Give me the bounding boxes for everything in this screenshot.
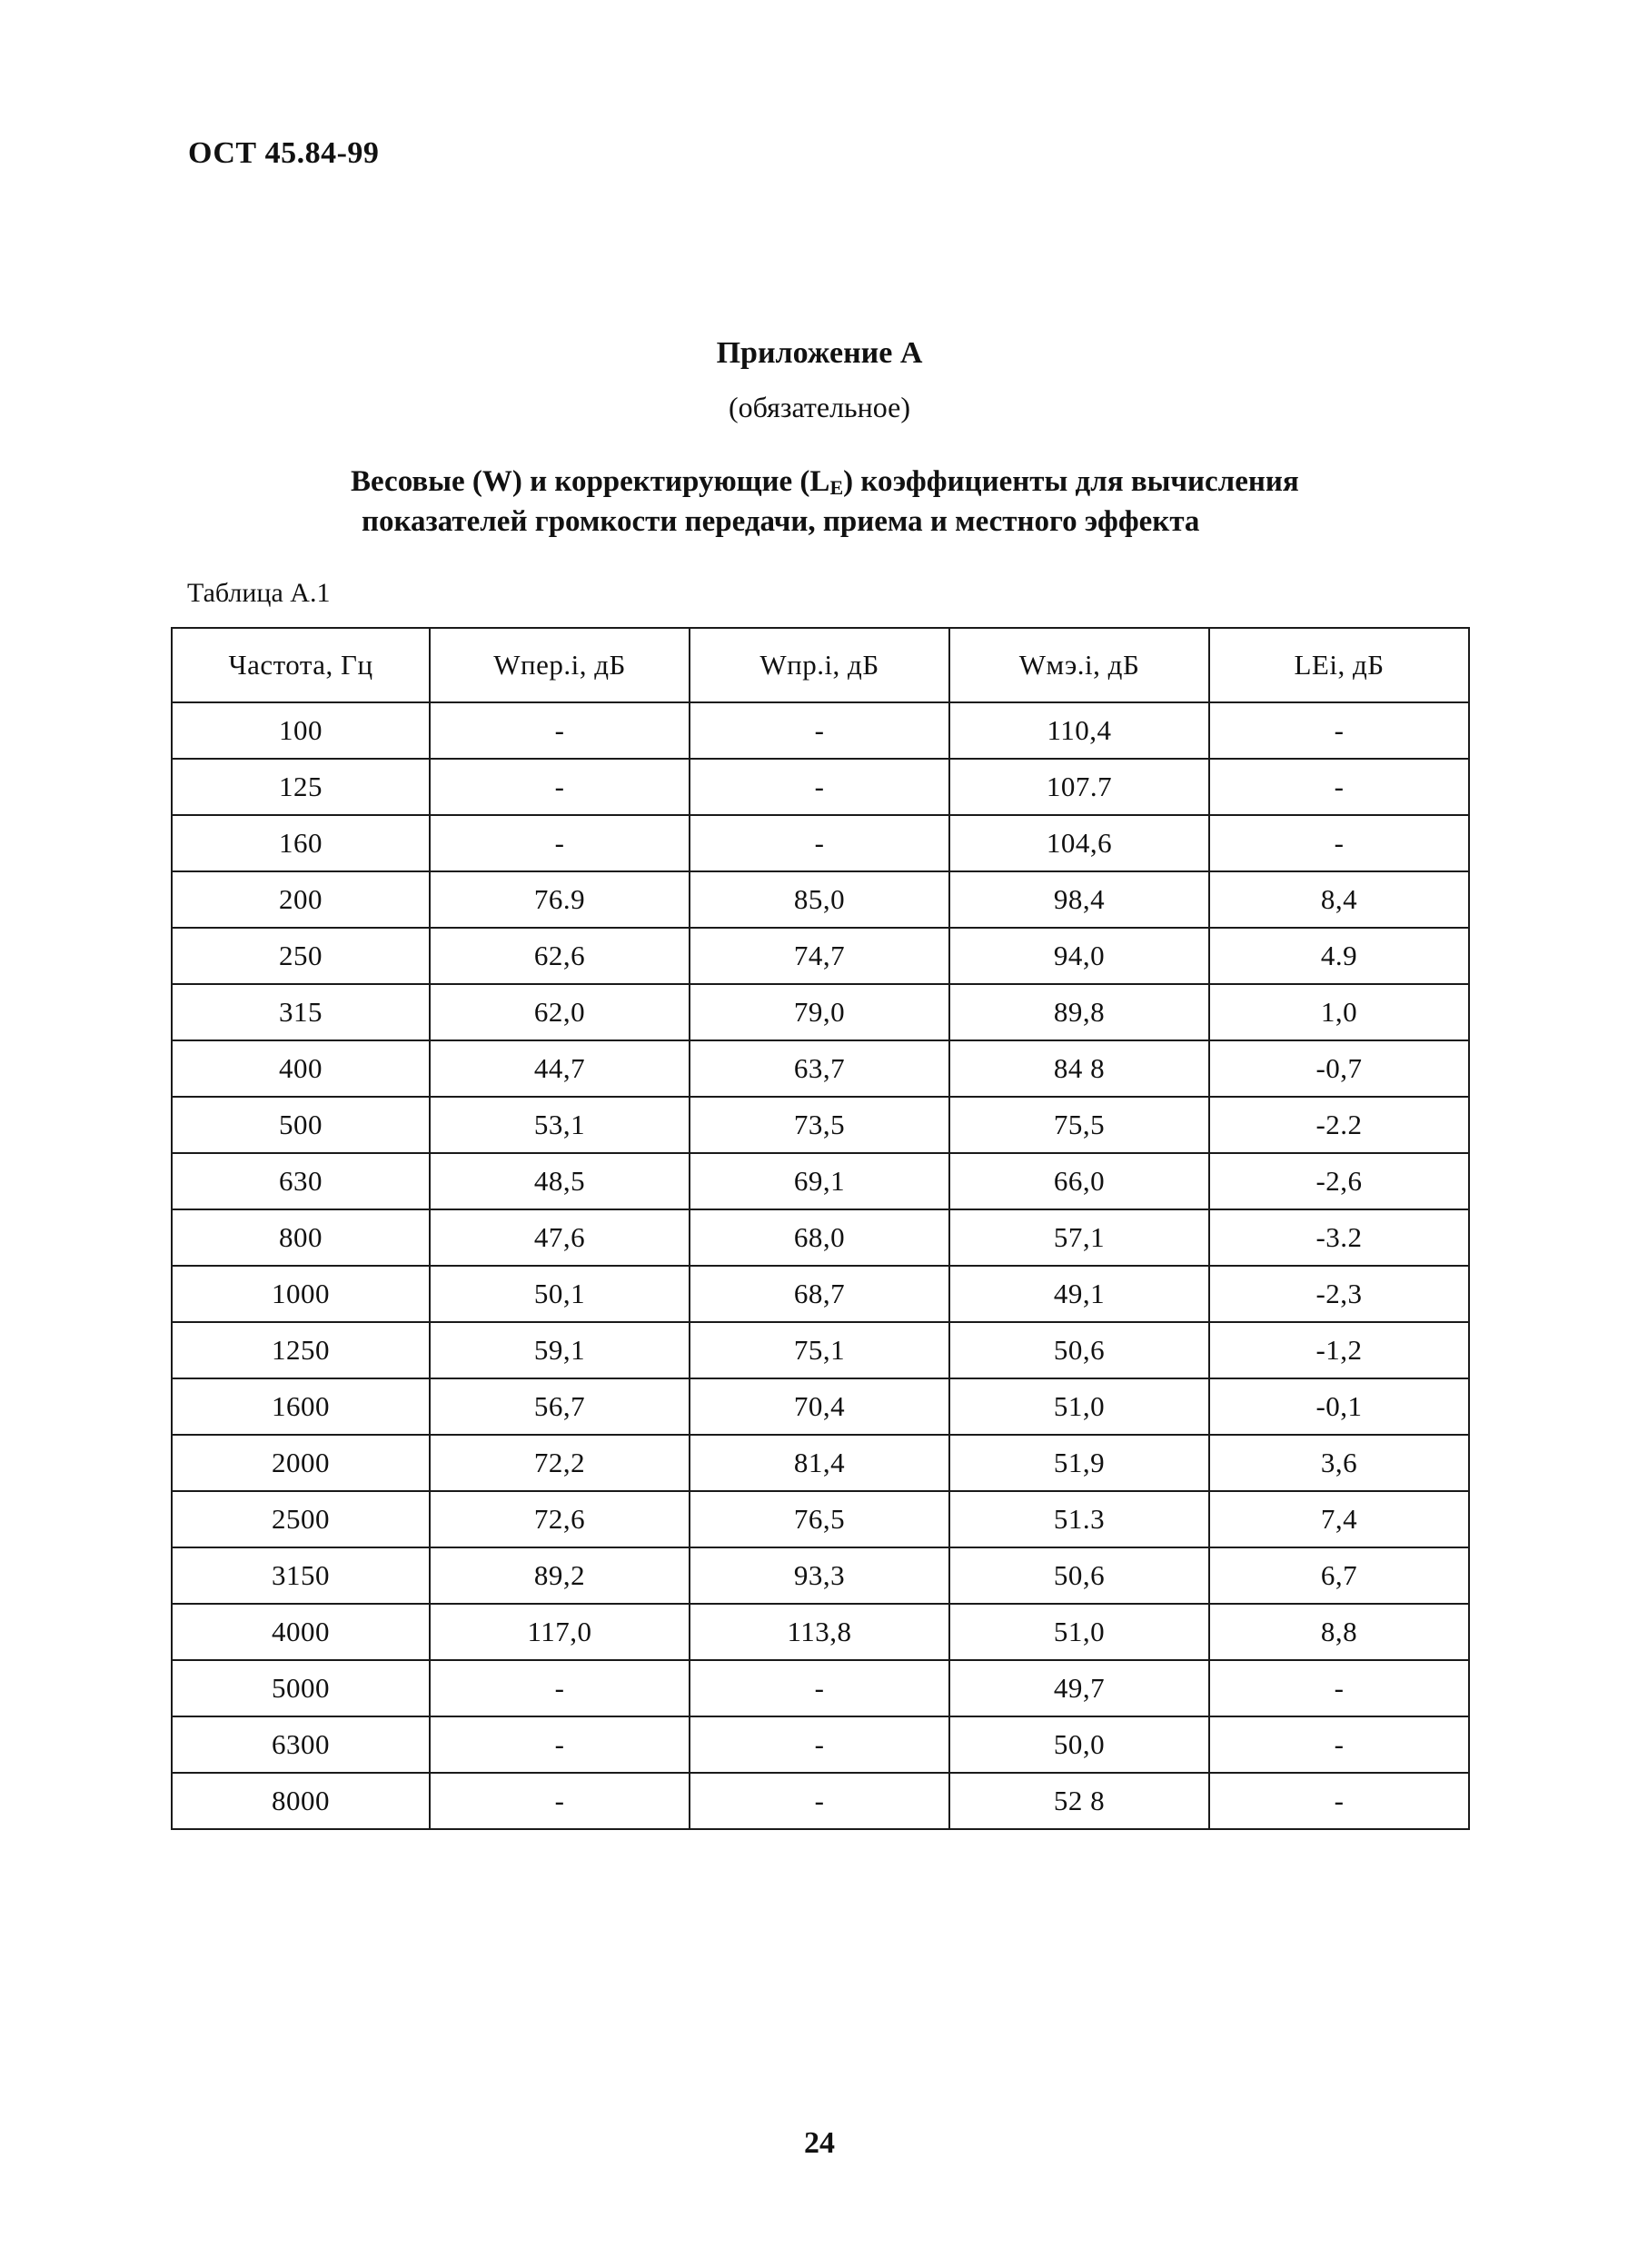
table-cell: 59,1	[430, 1322, 690, 1378]
table-cell: 85,0	[690, 871, 949, 928]
table-cell: 50,0	[949, 1716, 1209, 1773]
table-cell: -	[1209, 759, 1469, 815]
table-cell: 50,6	[949, 1547, 1209, 1604]
table-cell: 89,8	[949, 984, 1209, 1040]
table-cell: 44,7	[430, 1040, 690, 1097]
table-cell: 48,5	[430, 1153, 690, 1209]
table-cell: 5000	[172, 1660, 430, 1716]
table-cell: 51,0	[949, 1378, 1209, 1435]
table-cell: -	[690, 1716, 949, 1773]
table-row	[172, 1266, 1469, 1322]
table-cell: 400	[172, 1040, 430, 1097]
table-cell: 8,8	[1209, 1604, 1469, 1660]
table-cell: 68,0	[690, 1209, 949, 1266]
document-code: ОСТ 45.84-99	[188, 136, 380, 170]
table-row	[172, 1322, 1469, 1378]
table-cell: 51,0	[949, 1604, 1209, 1660]
table-row	[172, 1435, 1469, 1491]
table-cell: 250	[172, 928, 430, 984]
table-row	[172, 1547, 1469, 1604]
table-header-row	[172, 628, 1469, 702]
table-cell: 7,4	[1209, 1491, 1469, 1547]
table-cell: 81,4	[690, 1435, 949, 1491]
coefficients-table	[171, 627, 1470, 1830]
table-caption-line-2: показателей громкости передачи, приема и местного эффекта	[362, 505, 1200, 538]
column-header: Частота, Гц	[172, 628, 430, 702]
table-cell: 74,7	[690, 928, 949, 984]
table-cell: 72,2	[430, 1435, 690, 1491]
table-row	[172, 1491, 1469, 1547]
table-cell: 3,6	[1209, 1435, 1469, 1491]
table-row	[172, 702, 1469, 759]
table-cell: 2000	[172, 1435, 430, 1491]
table-cell: -	[430, 1660, 690, 1716]
caption-text-part-1: Весовые (W) и корректирующие (L	[351, 465, 830, 498]
table-row	[172, 815, 1469, 871]
table-row	[172, 1040, 1469, 1097]
table-cell: 107.7	[949, 759, 1209, 815]
table-cell: -2.2	[1209, 1097, 1469, 1153]
table-cell: 62,0	[430, 984, 690, 1040]
table-cell: -	[1209, 1773, 1469, 1829]
appendix-status: (обязательное)	[729, 391, 910, 423]
table-caption-line-1	[351, 465, 1299, 500]
table-cell: 3150	[172, 1547, 430, 1604]
table-row	[172, 1773, 1469, 1829]
table-cell: 2500	[172, 1491, 430, 1547]
table-row	[172, 1209, 1469, 1266]
table-cell: 75,5	[949, 1097, 1209, 1153]
table-cell: 47,6	[430, 1209, 690, 1266]
table-cell: 76,5	[690, 1491, 949, 1547]
table-cell: 51,9	[949, 1435, 1209, 1491]
table-cell: 8,4	[1209, 871, 1469, 928]
table-cell: 94,0	[949, 928, 1209, 984]
table-row	[172, 1097, 1469, 1153]
table-cell: 98,4	[949, 871, 1209, 928]
table-cell: 1250	[172, 1322, 430, 1378]
table-cell: 53,1	[430, 1097, 690, 1153]
table-cell: 630	[172, 1153, 430, 1209]
table-cell: -	[690, 815, 949, 871]
table-cell: 4000	[172, 1604, 430, 1660]
table-cell: 1600	[172, 1378, 430, 1435]
table-row	[172, 1378, 1469, 1435]
table-cell: 56,7	[430, 1378, 690, 1435]
table-cell: -	[430, 759, 690, 815]
table-cell: -	[1209, 702, 1469, 759]
appendix-title: Приложение А	[716, 336, 923, 370]
table-row	[172, 1660, 1469, 1716]
table-cell: -3.2	[1209, 1209, 1469, 1266]
table-cell: 200	[172, 871, 430, 928]
table-cell: -	[1209, 1716, 1469, 1773]
table-cell: 69,1	[690, 1153, 949, 1209]
table-row	[172, 928, 1469, 984]
table-cell: 79,0	[690, 984, 949, 1040]
caption-subscript: E	[829, 476, 844, 499]
table-cell: 57,1	[949, 1209, 1209, 1266]
table-cell: 72,6	[430, 1491, 690, 1547]
table-cell: -	[430, 1773, 690, 1829]
table-cell: 76.9	[430, 871, 690, 928]
table-cell: -	[690, 759, 949, 815]
table-cell: -1,2	[1209, 1322, 1469, 1378]
table-cell: 89,2	[430, 1547, 690, 1604]
column-header: LEi, дБ	[1209, 628, 1469, 702]
column-header: Wпр.i, дБ	[690, 628, 949, 702]
table-cell: 66,0	[949, 1153, 1209, 1209]
caption-text-part-2: ) коэффициенты для вычисления	[843, 465, 1299, 498]
table-cell: 800	[172, 1209, 430, 1266]
table-cell: 75,1	[690, 1322, 949, 1378]
table-cell: 315	[172, 984, 430, 1040]
table-cell: 68,7	[690, 1266, 949, 1322]
table-cell: 70,4	[690, 1378, 949, 1435]
table-cell: 50,6	[949, 1322, 1209, 1378]
table-cell: 84 8	[949, 1040, 1209, 1097]
table-cell: -	[1209, 1660, 1469, 1716]
table-cell: 73,5	[690, 1097, 949, 1153]
table-row	[172, 871, 1469, 928]
table-cell: -	[690, 702, 949, 759]
table-cell: 100	[172, 702, 430, 759]
table-cell: -	[1209, 815, 1469, 871]
table-cell: 51.3	[949, 1491, 1209, 1547]
table-cell: 93,3	[690, 1547, 949, 1604]
table-row	[172, 759, 1469, 815]
table-cell: -2,6	[1209, 1153, 1469, 1209]
table-cell: 6,7	[1209, 1547, 1469, 1604]
table-cell: 113,8	[690, 1604, 949, 1660]
column-header: Wпер.i, дБ	[430, 628, 690, 702]
table-cell: -0,1	[1209, 1378, 1469, 1435]
table-cell: 160	[172, 815, 430, 871]
table-cell: 63,7	[690, 1040, 949, 1097]
table-cell: 4.9	[1209, 928, 1469, 984]
table-cell: 62,6	[430, 928, 690, 984]
page-number: 24	[804, 2126, 835, 2160]
table-cell: 49,1	[949, 1266, 1209, 1322]
table-cell: 1000	[172, 1266, 430, 1322]
table-row	[172, 1153, 1469, 1209]
table-body	[172, 702, 1469, 1829]
table-row	[172, 984, 1469, 1040]
table-cell: -2,3	[1209, 1266, 1469, 1322]
table-row	[172, 1604, 1469, 1660]
table-cell: 110,4	[949, 702, 1209, 759]
table-cell: 52 8	[949, 1773, 1209, 1829]
table-cell: 1,0	[1209, 984, 1469, 1040]
table-cell: -	[690, 1660, 949, 1716]
table-cell: 104,6	[949, 815, 1209, 871]
table-cell: 8000	[172, 1773, 430, 1829]
table-cell: -	[430, 1716, 690, 1773]
column-header: Wмэ.i, дБ	[949, 628, 1209, 702]
table-cell: 125	[172, 759, 430, 815]
table-cell: 500	[172, 1097, 430, 1153]
table-cell: -	[430, 815, 690, 871]
table-cell: 50,1	[430, 1266, 690, 1322]
table-label: Таблица А.1	[187, 578, 331, 608]
table-cell: -	[430, 702, 690, 759]
table-row	[172, 1716, 1469, 1773]
table-cell: 117,0	[430, 1604, 690, 1660]
table-cell: -	[690, 1773, 949, 1829]
table-cell: -0,7	[1209, 1040, 1469, 1097]
table-cell: 49,7	[949, 1660, 1209, 1716]
table-cell: 6300	[172, 1716, 430, 1773]
